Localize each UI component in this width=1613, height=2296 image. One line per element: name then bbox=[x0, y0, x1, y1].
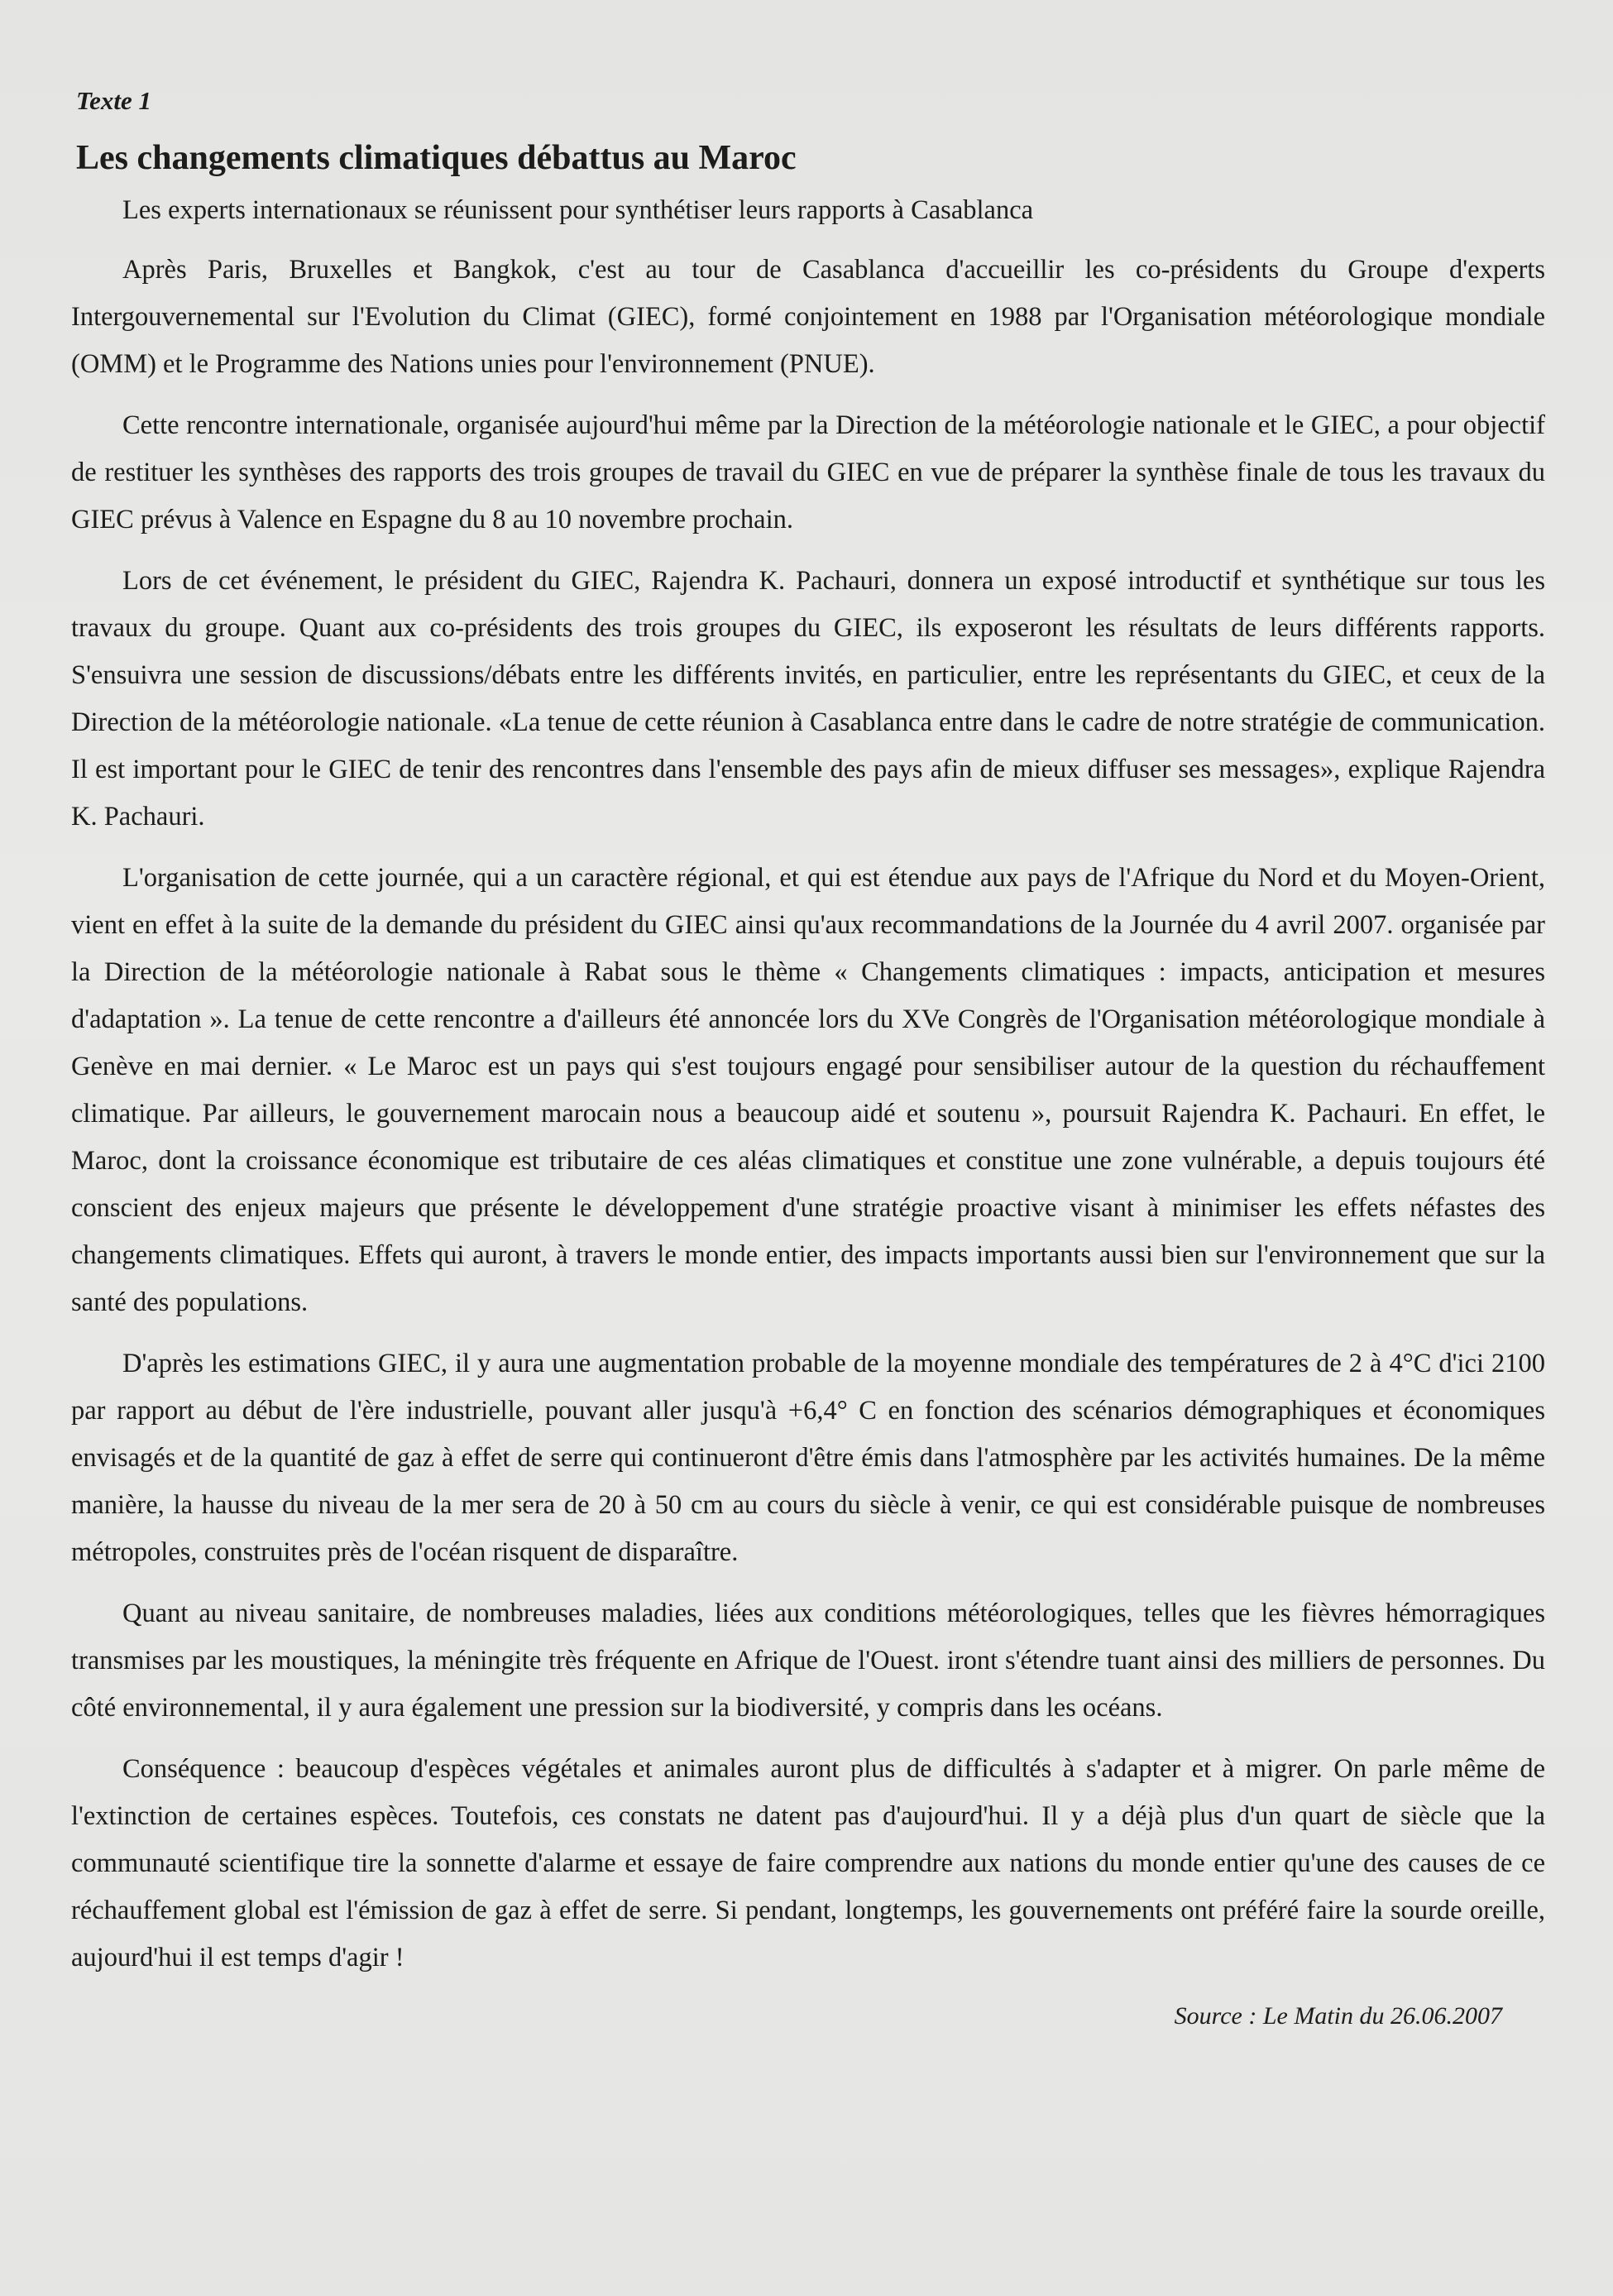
document-body bbox=[71, 84, 1545, 2033]
text-label: Texte 1 bbox=[76, 86, 151, 115]
paragraph-2: Cette rencontre internationale, organisée aujourd'hui même par la Direction de la météorologie nationale et le GIEC, a pour objectif de restituer les synthèses des rapports des trois groupes de travail du GIEC en vue de préparer la synthèse finale de tous les travaux du GIEC prévus à Valence en Espagne du 8 au 10 novembre prochain. bbox=[71, 410, 1545, 534]
paragraph-4: L'organisation de cette journée, qui a un caractère régional, et qui est étendue aux pays de l'Afrique du Nord et du Moyen-Orient, vient en effet à la suite de la demande du président du GIEC ainsi qu'aux recommandations de la Journée du 4 avril 2007. organisée par la Direction de la météorologie nationale à Rabat sous le thème « Changements climatiques : impacts, anticipation et mesures d'adaptation ». La tenue de cette rencontre a d'ailleurs été annoncée lors du XVe Congrès de l'Organisation météorologique mondiale à Genève en mai dernier. « Le Maroc est un pays qui s'est toujours engagé pour sensibiliser autour de la question du réchauffement climatique. Par ailleurs, le gouvernement marocain nous a beaucoup aidé et soutenu », poursuit Rajendra K. Pachauri. En effet, le Maroc, dont la croissance économique est tributaire de ces aléas climatiques et constitue une zone vulnérable, a depuis toujours été conscient des enjeux majeurs que présente le développement d'une stratégie proactive visant à minimiser les effets néfastes des changements climatiques. Effets qui auront, à travers le monde entier, des impacts importants aussi bien sur l'environnement que sur la santé des populations. bbox=[71, 863, 1545, 1317]
paragraph-7: Conséquence : beaucoup d'espèces végétales et animales auront plus de difficultés à s'adapter et à migrer. On parle même de l'extinction de certaines espèces. Toutefois, ces constats ne datent pas d'aujourd'hui. Il y a déjà plus d'un quart de siècle que la communauté scientifique tire la sonnette d'alarme et essaye de faire comprendre aux nations du monde entier qu'une des causes de ce réchauffement global est l'émission de gaz à effet de serre. Si pendant, longtemps, les gouvernements ont préféré faire la sourde oreille, aujourd'hui il est temps d'agir ! bbox=[71, 1754, 1545, 1972]
paragraph-1: Après Paris, Bruxelles et Bangkok, c'est au tour de Casablanca d'accueillir les co-présidents du Groupe d'experts Intergouvernemental sur l'Evolution du Climat (GIEC), formé conjointement en 1988 par l'Organisation météorologique mondiale (OMM) et le Programme des Nations unies pour l'environnement (PNUE). bbox=[71, 255, 1545, 379]
article-subtitle: Les experts internationaux se réunissent pour synthétiser leurs rapports à Casablanca bbox=[122, 195, 1034, 225]
article-title: Les changements climatiques débattus au Maroc bbox=[76, 139, 797, 177]
paragraph-6: Quant au niveau sanitaire, de nombreuses maladies, liées aux conditions météorologiques, telles que les fièvres hémorragiques transmises par les moustiques, la méningite très fréquente en Afrique de l'Ouest. iront s'étendre tuant ainsi des milliers de personnes. Du côté environnemental, il y aura également une pression sur la biodiversité, y compris dans les océans. bbox=[71, 1599, 1545, 1723]
paragraph-3: Lors de cet événement, le président du GIEC, Rajendra K. Pachauri, donnera un exposé introductif et synthétique sur tous les travaux du groupe. Quant aux co-présidents des trois groupes du GIEC, ils exposeront les résultats de leurs différents rapports. S'ensuivra une session de discussions/débats entre les différents invités, en particulier, entre les représentants du GIEC, et ceux de la Direction de la météorologie nationale. «La tenue de cette réunion à Casablanca entre dans le cadre de notre stratégie de communication. Il est important pour le GIEC de tenir des rencontres dans l'ensemble des pays afin de mieux diffuser ses messages», explique Rajendra K. Pachauri. bbox=[71, 566, 1545, 832]
source-citation: Source : Le Matin du 26.06.2007 bbox=[1174, 2002, 1502, 2030]
paragraph-5: D'après les estimations GIEC, il y aura une augmentation probable de la moyenne mondiale des températures de 2 à 4°C d'ici 2100 par rapport au début de l'ère industrielle, pouvant aller jusqu'à +6,4° C en fonction des scénarios démographiques et économiques envisagés et de la quantité de gaz à effet de serre qui continueront d'être émis dans l'atmosphère par les activités humaines. De la même manière, la hausse du niveau de la mer sera de 20 à 50 cm au cours du siècle à venir, ce qui est considérable puisque de nombreuses métropoles, construites près de l'océan risquent de disparaître. bbox=[71, 1349, 1545, 1567]
